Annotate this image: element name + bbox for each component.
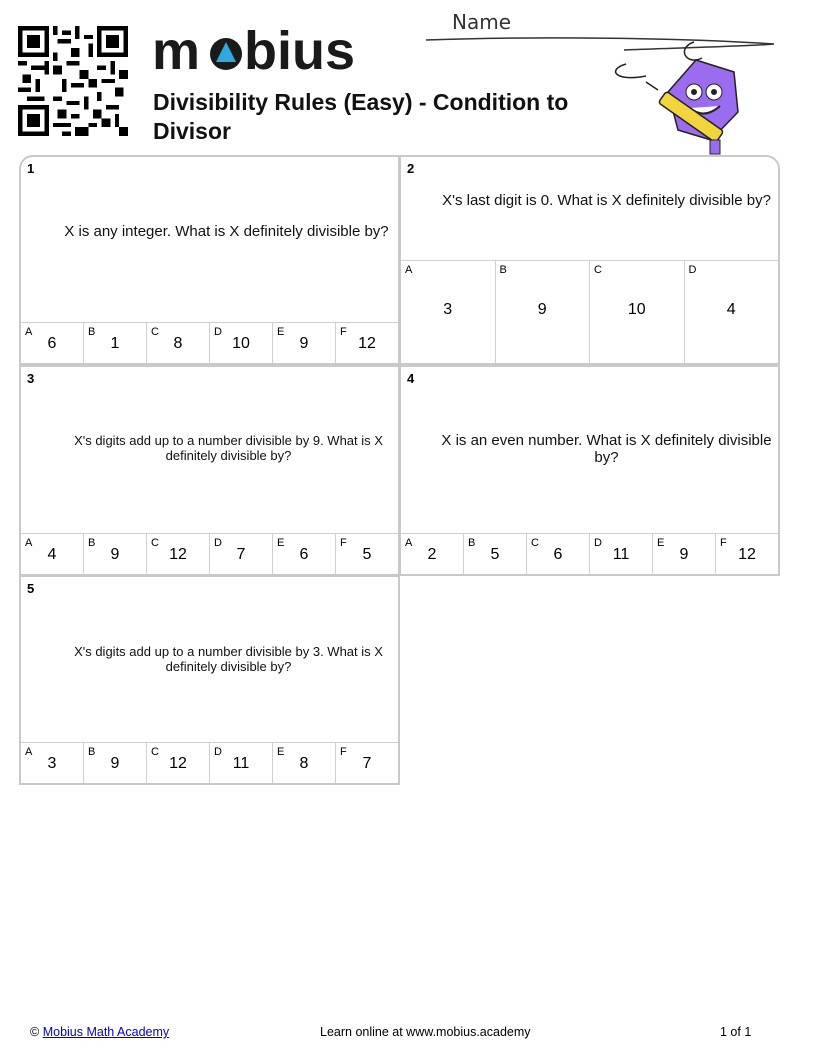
option-a[interactable]: A 2: [401, 534, 464, 574]
option-c[interactable]: C 12: [147, 534, 210, 574]
option-e[interactable]: E 8: [273, 743, 336, 783]
option-e[interactable]: E 9: [653, 534, 716, 574]
question-text: X is an even number. What is X definitely divisible by?: [441, 432, 772, 466]
option-a[interactable]: A 6: [21, 323, 84, 363]
option-b[interactable]: B 9: [84, 743, 147, 783]
page-title: Divisibility Rules (Easy) - Condition to Divisor: [153, 89, 569, 144]
option-a[interactable]: A 3: [401, 261, 496, 363]
mascot-illustration: [606, 40, 756, 158]
footer-copyright: [30, 1025, 169, 1039]
brand-wordmark: m: [152, 22, 201, 78]
option-b[interactable]: B 1: [84, 323, 147, 363]
name-label: Name: [452, 10, 512, 34]
question-number: 3: [27, 371, 35, 386]
option-b[interactable]: B 9: [84, 534, 147, 574]
option-e[interactable]: E 6: [273, 534, 336, 574]
option-d[interactable]: D 11: [210, 743, 273, 783]
question-text: X's last digit is 0. What is X definitely divisible by?: [442, 192, 771, 209]
question-card-4: [399, 365, 780, 576]
page-indicator: 1 of 1: [720, 1025, 752, 1039]
svg-text:bius: bius: [244, 22, 356, 78]
option-f[interactable]: F 7: [340, 746, 372, 772]
option-c[interactable]: C 12: [147, 743, 210, 783]
answer-options: [21, 322, 398, 363]
option-d[interactable]: D 4: [688, 264, 736, 318]
qr-code: [18, 26, 128, 136]
answer-options: [21, 742, 398, 783]
option-a[interactable]: A 3: [21, 743, 84, 783]
option-e[interactable]: E 9: [273, 323, 336, 363]
question-card-5: [19, 575, 400, 785]
question-number: 1: [27, 161, 35, 176]
question-number: 4: [407, 371, 415, 386]
copyright-symbol: ©: [30, 1025, 40, 1039]
question-number: 5: [27, 581, 35, 596]
answer-options: [401, 533, 778, 574]
option-d[interactable]: D 11: [590, 534, 653, 574]
option-b[interactable]: B 9: [496, 261, 591, 363]
option-c[interactable]: C 8: [147, 323, 210, 363]
footer-center-text: Learn online at www.mobius.academy: [320, 1025, 531, 1039]
option-f[interactable]: F 5: [340, 537, 372, 563]
question-text: X's digits add up to a number divisible by 9. What is X definitely divisible by?: [74, 433, 383, 463]
answer-options: [401, 260, 778, 363]
question-card-2: [399, 155, 780, 365]
academy-link[interactable]: Mobius Math Academy: [42, 1025, 170, 1039]
option-b[interactable]: B 5: [464, 534, 527, 574]
question-number: 2: [407, 161, 415, 176]
question-card-1: [19, 155, 400, 365]
option-d[interactable]: D 7: [210, 534, 273, 574]
option-a[interactable]: A 4: [21, 534, 84, 574]
option-c[interactable]: C 10: [590, 261, 685, 363]
option-c[interactable]: C 6: [527, 534, 590, 574]
option-f[interactable]: F 12: [340, 326, 376, 352]
option-d[interactable]: D 10: [210, 323, 273, 363]
mobius-logo: [152, 22, 357, 78]
question-text: X's digits add up to a number divisible by 3. What is X definitely divisible by?: [74, 644, 383, 674]
option-f[interactable]: F 12: [720, 537, 756, 563]
question-card-3: [19, 365, 400, 576]
answer-options: [21, 533, 398, 574]
question-text: X is any integer. What is X definitely divisible by?: [64, 223, 389, 240]
